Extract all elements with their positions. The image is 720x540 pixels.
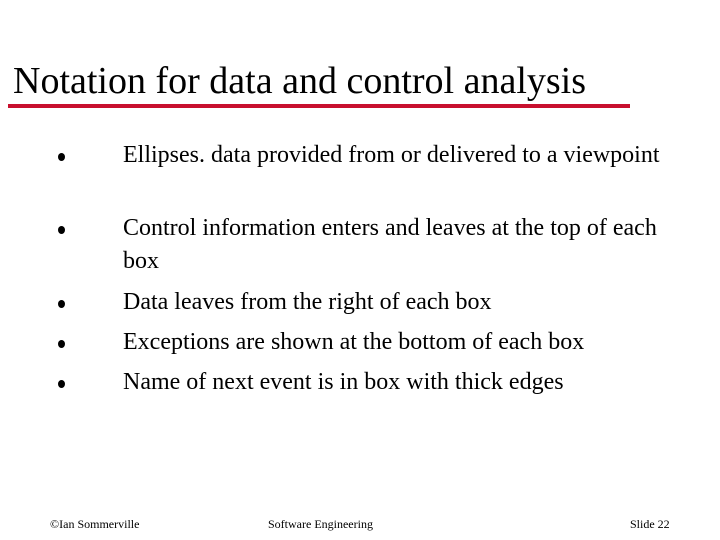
bullet-dot-icon	[58, 300, 65, 308]
bullet-text: Exceptions are shown at the bottom of each box	[123, 329, 585, 355]
bullet-text: Data leaves from the right of each box	[123, 289, 492, 315]
bullet-text: Ellipses. data provided from or delivered to a viewpoint	[123, 142, 660, 168]
bullet-text: Control information enters and leaves at the top of each box	[123, 215, 657, 274]
title-underline	[8, 104, 630, 108]
bullet-dot-icon	[58, 226, 65, 234]
footer-slide-number: Slide 22	[630, 517, 670, 531]
bullet-text: Name of next event is in box with thick edges	[123, 369, 564, 395]
bullet-dot-icon	[58, 380, 65, 388]
bullet-dot-icon	[58, 340, 65, 348]
bullet-dot-icon	[58, 153, 65, 161]
slide-title: Notation for data and control analysis	[13, 60, 587, 102]
footer-author: ©Ian Sommerville	[50, 517, 140, 531]
footer-course: Software Engineering	[268, 517, 373, 531]
